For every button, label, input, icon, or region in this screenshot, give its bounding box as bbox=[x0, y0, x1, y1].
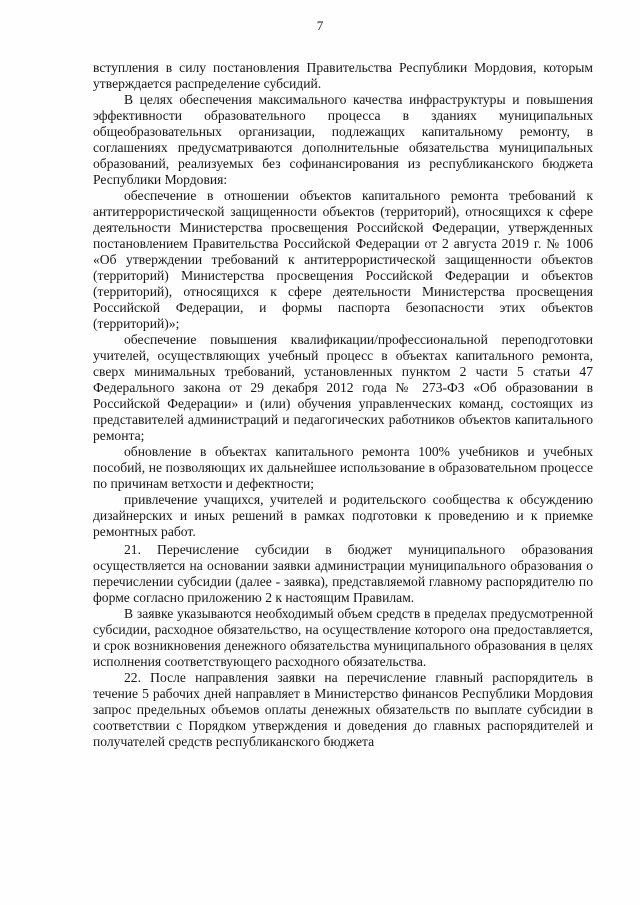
list-item-community: привлечение учащихся, учителей и родительского сообщества к обсуждению дизайнерских и иных решений в рамках подготовки к проведению и к приемке ремонтных работ. bbox=[93, 492, 593, 539]
list-item-textbooks: обновление в объектах капитального ремонта 100% учебников и учебных пособий, не позволяющих их дальнейшее использование в образовательном процессе по причинам ветхости и дефектности; bbox=[93, 444, 593, 491]
paragraph-obligations-intro: В целях обеспечения максимального качества инфраструктуры и повышения эффективности образовательного процесса в зданиях муниципальных общеобразовательных организации, подлежащих капитальному ремонту, в соглашениях предусматриваются дополнительные обязательства муниципальных образований, реализуемых без софинансирования из республиканского бюджета Республики Мордовия: bbox=[93, 92, 593, 187]
paragraph-continuation: вступления в силу постановления Правительства Республики Мордовия, которым утверждается распределение субсидий. bbox=[93, 60, 593, 91]
paragraph-clause-21: 21. Перечисление субсидии в бюджет муниципального образования осуществляется на основании заявки администрации муниципального образования о перечислении субсидии (далее - заявка), представляемой главному распорядителю по форме согласно приложению 2 к настоящим Правилам. bbox=[93, 542, 593, 605]
paragraph-application-contents: В заявке указываются необходимый объем средств в пределах предусмотренной субсидии, расходное обязательство, на осуществление которого она предоставляется, и срок возникновения денежного обязательства муниципального образования в целях исполнения соответствующего расходного обязательства. bbox=[93, 606, 593, 669]
list-item-antiterror: обеспечение в отношении объектов капитального ремонта требований к антитеррористической защищенности объектов (территорий), относящихся к сфере деятельности Министерства просвещения Российской Федерации, утвержденных постановлением Правительства Российской Федерации от 2 августа 2019 г. № 1006 «Об утверждении требований к антитеррористической защищенности объектов (территорий) Министерства просвещения Российской Федерации и объектов (территорий), относящихся к сфере деятельности Министерства просвещения Российской Федерации, и формы паспорта безопасности этих объектов (территорий)»; bbox=[93, 188, 593, 331]
document-body bbox=[93, 60, 593, 750]
page-number: 7 bbox=[316, 18, 324, 33]
paragraph-clause-22: 22. После направления заявки на перечисление главный распорядитель в течение 5 рабочих дней направляет в Министерство финансов Республики Мордовия запрос предельных объемов оплаты денежных обязательств по выплате субсидии в соответствии с Порядком утверждения и доведения до главных распорядителей и получателей средств республиканского бюджета bbox=[93, 670, 593, 749]
list-item-qualification: обеспечение повышения квалификации/профессиональной переподготовки учителей, осуществляющих учебный процесс в объектах капитального ремонта, сверх минимальных требований, установленных пунктом 2 части 5 статьи 47 Федерального закона от 29 декабря 2012 года № 273-ФЗ «Об образовании в Российской Федерации» и (или) обучения управленческих команд, состоящих из представителей администраций и педагогических работников объектов капитального ремонта; bbox=[93, 332, 593, 443]
